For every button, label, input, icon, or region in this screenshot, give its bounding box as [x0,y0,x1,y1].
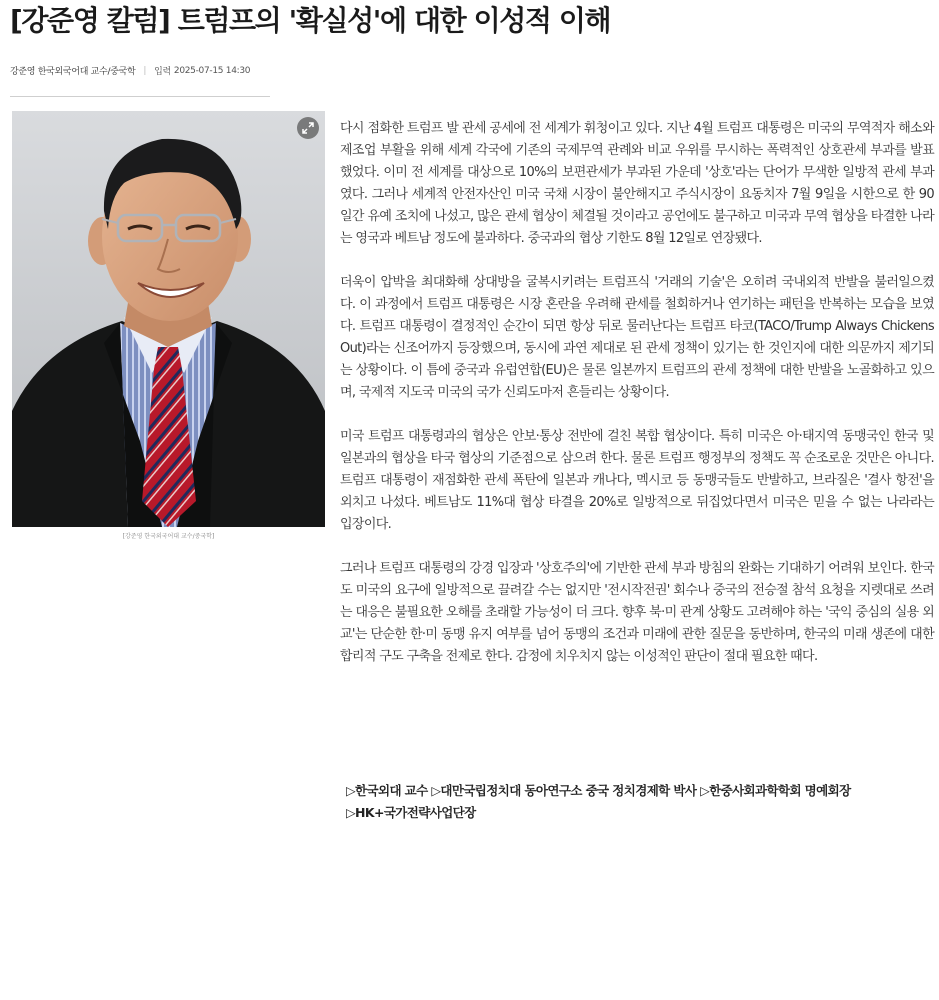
expand-photo-button[interactable] [297,117,319,139]
header-divider [10,96,270,97]
article-body [340,118,934,668]
byline-date: 2025-07-15 14:30 [173,65,251,76]
headline: [강준영 칼럼] 트럼프의 '확실성'에 대한 이성적 이해 [10,4,611,37]
article-paragraph: 그러나 트럼프 대통령의 강경 입장과 '상호주의'에 기반한 관세 부과 방침의 완화는 기대하기 어려워 보인다. 한국도 미국의 요구에 일방적으로 끌려갈 수는 없지만 '전시작전권' 회수나 중국의 전승절 참석 요청을 지렛대로 쓰려는 대응은 불필요한 오해를 초래할 가능성이 더 크다. 향후 북·미 관계 상황도 고려해야 하는 '국익 중심의 실용 외교'는 단순한 한·미 동맹 유지 여부를 넘어 동맹의 조건과 미래에 관한 질문을 동반하며, 한국의 미래 생존에 대한 합리적 구도 구축을 전제로 한다. 감정에 치우치지 않는 이성적인 판단이 절대 필요한 때다. [340,561,934,664]
byline [10,64,250,77]
author-photo [12,111,325,527]
author-profile-line: ▷한국외대 교수 ▷대만국립정치대 동아연구소 중국 정치경제학 박사 ▷한중사회과학학회 명예회장 [346,783,851,798]
byline-separator: | [143,65,147,76]
article-paragraph: 더욱이 압박을 최대화해 상대방을 굴복시키려는 트럼프식 '거래의 기술'은 오히려 국내외적 반발을 불러일으켰다. 이 과정에서 트럼프 대통령은 시장 혼란을 우려해 관세를 철회하거나 연기하는 패턴을 반복하는 모습을 보였다. 트럼프 대통령이 결정적인 순간이 되면 항상 뒤로 물러난다는 트럼프 타코(TACO/Trump Always Chickens Out)라는 신조어까지 등장했으며, 동시에 과연 제대로 된 관세 정책이 있기는 한 것인지에 대한 의문까지 제기되는 상황이다. 이 틈에 중국과 유럽연합(EU)은 물론 일본까지 트럼프의 관세 정책에 대한 반발을 노골화하고 있으며, 국제적 지도국 미국의 국가 신뢰도마저 흔들리는 상황이다. [340,275,934,400]
photo-caption: [강준영 한국외국어대 교수/중국학] [122,533,215,540]
byline-date-label: 입력 [154,67,171,77]
article-paragraph: 다시 점화한 트럼프 발 관세 공세에 전 세계가 휘청이고 있다. 지난 4월 트럼프 대통령은 미국의 무역적자 해소와 제조업 부활을 위해 세계 각국에 기존의 국제무역 관례와 비교 우위를 무시하는 폭력적인 상호관세 부과를 발표했었다. 이미 전 세계를 대상으로 10%의 보편관세가 부과된 가운데 '상호'라는 단어가 무색한 일방적 관세 부과였다. 그러나 세계적 안전자산인 미국 국채 시장이 불안해지고 주식시장이 요동치자 7월 9일을 시한으로 한 90일간 유예 조치에 나섰고, 많은 관세 협상이 체결될 것이라고 공언에도 불구하고 미국과 무역 협상을 타결한 나라는 영국과 베트남 정도에 불과하다. 중국과의 협상 기한도 8월 12일로 연장됐다. [340,121,934,246]
author-profile [346,780,934,824]
author-profile-line: ▷HK+국가전략사업단장 [346,805,476,820]
article-paragraph: 미국 트럼프 대통령과의 협상은 안보·통상 전반에 걸친 복합 협상이다. 특히 미국은 아·태지역 동맹국인 한국 및 일본과의 협상을 타국 협상의 기준점으로 삼으려 한다. 물론 트럼프 행정부의 정책도 꼭 순조로운 것만은 아니다. 트럼프 대통령이 재점화한 관세 폭탄에 일본과 캐나다, 멕시코 등 동맹국들도 반발하고, 브라질은 '결사 항전'을 외치고 나섰다. 베트남도 11%대 협상 타결을 20%로 일방적으로 뒤집었다면서 미국은 믿을 수 없는 나라라는 입장이다. [340,429,934,532]
expand-icon [302,122,314,134]
byline-author: 강준영 한국외국어대 교수/중국학 [10,67,136,77]
author-portrait-image [12,111,325,527]
